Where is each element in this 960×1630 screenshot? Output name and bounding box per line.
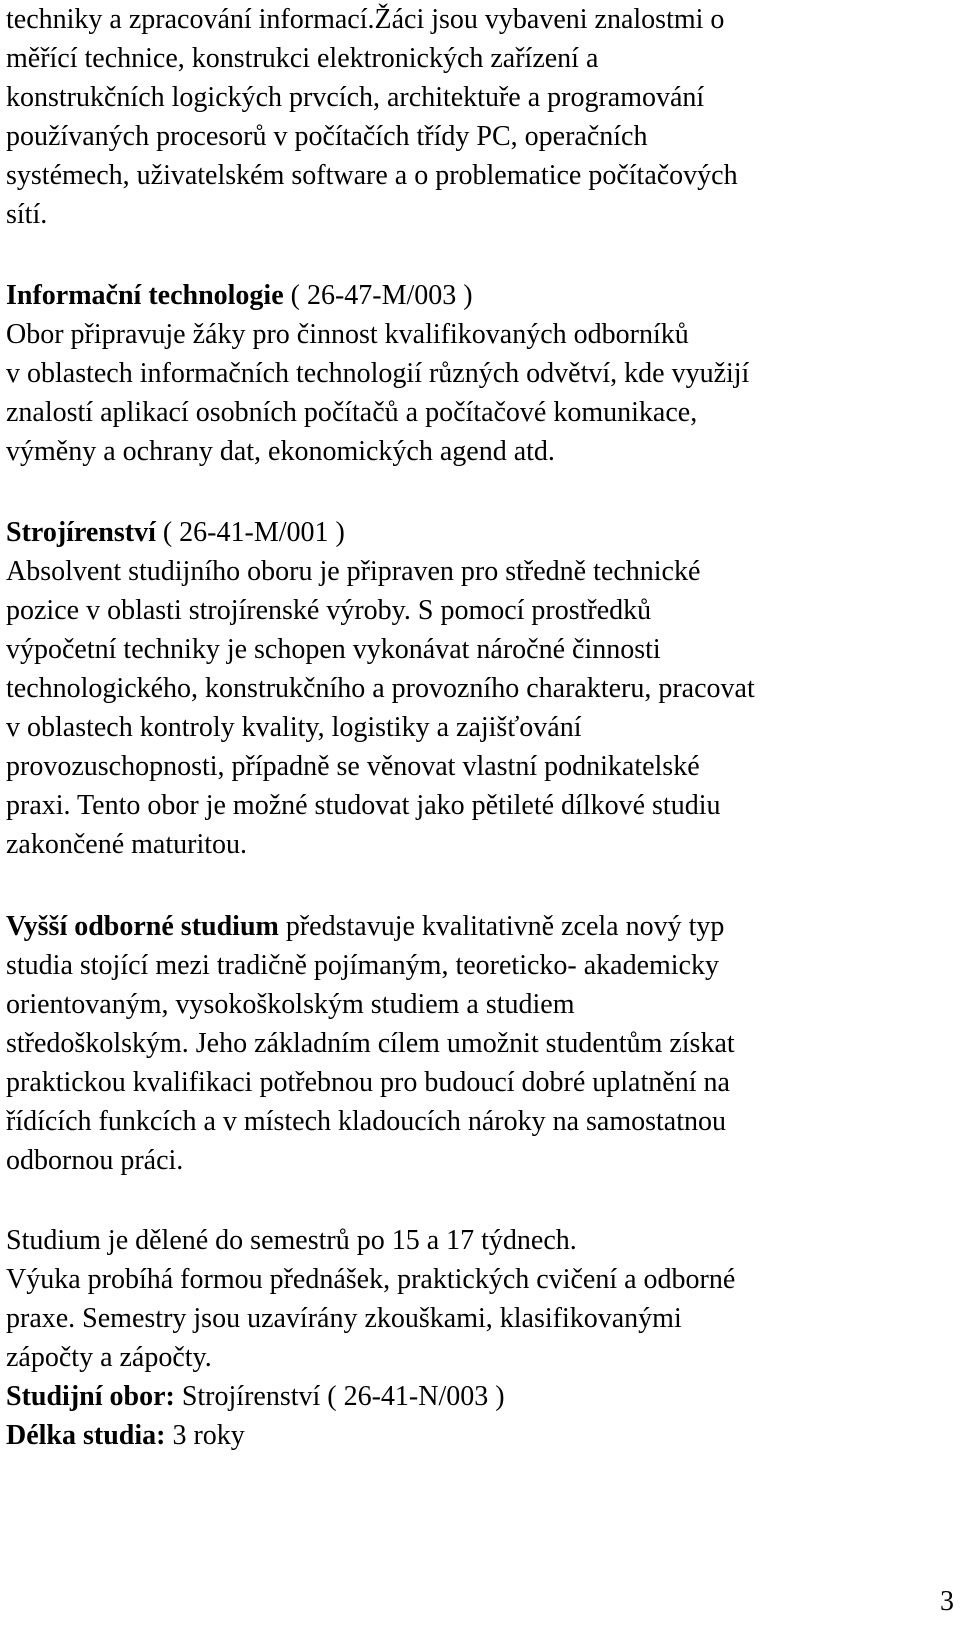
- section-heading-line: [6, 907, 954, 946]
- text-line: praxi. Tento obor je možné studovat jako pětileté dílkové studiu: [6, 790, 721, 821]
- intro-paragraph: [6, 0, 954, 234]
- section-informacni-technologie: [6, 276, 954, 471]
- text-line: provozuschopnosti, případně se věnovat vlastní podnikatelské: [6, 751, 700, 782]
- section-title: Strojírenství: [6, 517, 156, 548]
- text-line: znalostí aplikací osobních počítačů a počítačové komunikace,: [6, 397, 698, 428]
- text-line: řídících funkcích a v místech kladoucích nároky na samostatnou: [6, 1106, 727, 1137]
- text-line: Obor připravuje žáky pro činnost kvalifikovaných odborníků: [6, 319, 689, 350]
- study-field-line: [6, 1377, 954, 1416]
- section-title: Vyšší odborné studium: [6, 911, 279, 942]
- text-line: zakončené maturitou.: [6, 829, 248, 860]
- section-code: ( 26-47-M/003 ): [283, 280, 473, 311]
- text-line: systémech, uživatelském software a o problematice počítačových: [6, 160, 738, 191]
- text-line: výpočetní techniky je schopen vykonávat náročné činnosti: [6, 634, 661, 665]
- study-length-line: [6, 1416, 954, 1455]
- page-number: 3: [940, 1586, 954, 1617]
- text-line: Výuka probíhá formou přednášek, praktických cvičení a odborné: [6, 1264, 736, 1295]
- text-line: Absolvent studijního oboru je připraven pro středně technické: [6, 556, 701, 587]
- section-studium: [6, 1221, 954, 1455]
- section-heading-line: [6, 276, 954, 315]
- text-line: studia stojící mezi tradičně pojímaným, teoreticko- akademicky: [6, 950, 719, 981]
- section-strojirenstvi: [6, 513, 954, 864]
- text-line: technologického, konstrukčního a provozního charakteru, pracovat: [6, 673, 755, 704]
- text-line: pozice v oblasti strojírenské výroby. S pomocí prostředků: [6, 595, 652, 626]
- study-field-value: Strojírenství ( 26-41-N/003 ): [174, 1381, 505, 1412]
- text-line: středoškolským. Jeho základním cílem umožnit studentům získat: [6, 1028, 735, 1059]
- section-vyssi-odborne-studium: [6, 907, 954, 1180]
- section-code: ( 26-41-M/001 ): [155, 517, 345, 548]
- text-line: měřící technice, konstrukci elektronických zařízení a: [6, 43, 599, 74]
- text-line: praktickou kvalifikaci potřebnou pro budoucí dobré uplatnění na: [6, 1067, 730, 1098]
- text-line: zápočty a zápočty.: [6, 1342, 212, 1373]
- study-field-label: Studijní obor:: [6, 1381, 175, 1412]
- text-line: používaných procesorů v počítačích třídy PC, operačních: [6, 121, 648, 152]
- section-heading-line: [6, 513, 954, 552]
- text-line: Studium je dělené do semestrů po 15 a 17 týdnech.: [6, 1225, 577, 1256]
- text-line: techniky a zpracování informací.Žáci jsou vybaveni znalostmi o: [6, 4, 725, 35]
- section-title: Informační technologie: [6, 280, 284, 311]
- study-length-label: Délka studia:: [6, 1420, 166, 1451]
- text-line: sítí.: [6, 199, 48, 230]
- text-line: praxe. Semestry jsou uzavírány zkouškami, klasifikovanými: [6, 1303, 682, 1334]
- text-line: v oblastech kontroly kvality, logistiky a zajišťování: [6, 712, 582, 743]
- text-line: odbornou práci.: [6, 1145, 184, 1176]
- text-line: výměny a ochrany dat, ekonomických agend atd.: [6, 436, 555, 467]
- text-line: orientovaným, vysokoškolským studiem a studiem: [6, 989, 575, 1020]
- study-length-value: 3 roky: [165, 1420, 245, 1451]
- text-inline: představuje kvalitativně zcela nový typ: [278, 911, 725, 942]
- text-line: konstrukčních logických prvcích, architektuře a programování: [6, 82, 705, 113]
- document-page: [6, 0, 954, 1455]
- text-line: v oblastech informačních technologií různých odvětví, kde využijí: [6, 358, 750, 389]
